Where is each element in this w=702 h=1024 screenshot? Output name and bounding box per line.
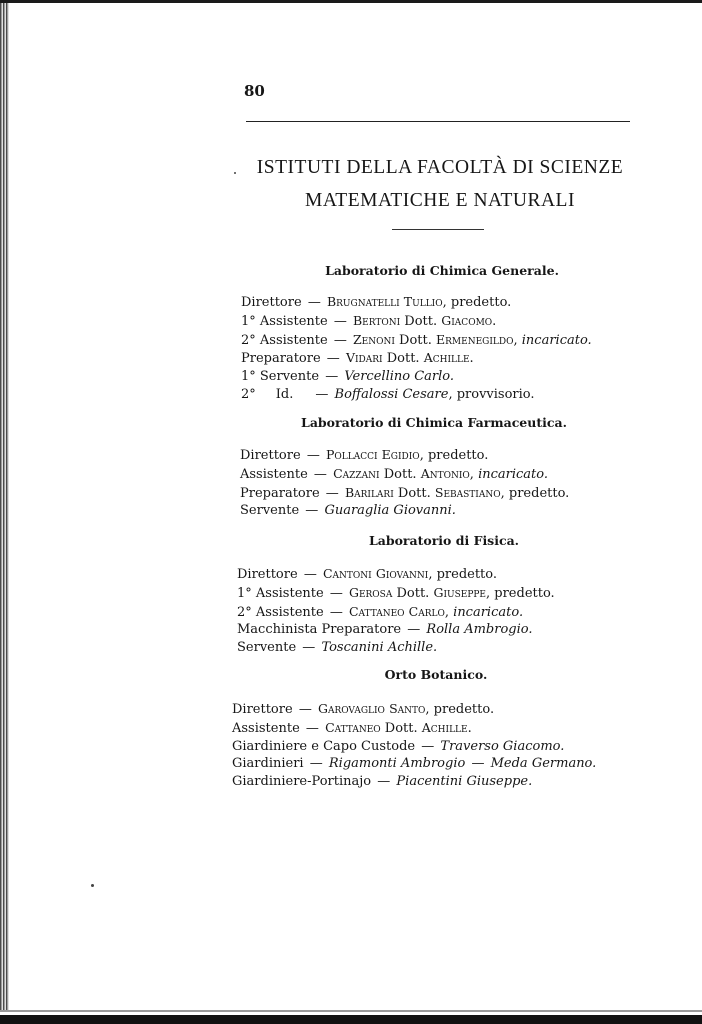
staff-list-chimica-generale bbox=[241, 293, 592, 404]
staff-list-orto-botanico bbox=[232, 700, 596, 791]
staff-entry: Giardiniere e Capo Custode — Traverso Giacomo. bbox=[232, 738, 565, 754]
staff-list-chimica-farmaceutica bbox=[240, 446, 569, 520]
staff-entry: Giardinieri — Rigamonti Ambrogio — Meda Germano. bbox=[232, 756, 597, 772]
title-divider bbox=[392, 229, 484, 230]
staff-entry: Assistente — Cattaneo Dott. Achille. bbox=[232, 719, 472, 736]
section-heading-chimica-farmaceutica: Laboratorio di Chimica Farmaceutica. bbox=[301, 415, 567, 430]
staff-entry: Giardiniere-Portinajo — Piacentini Giuseppe. bbox=[232, 774, 533, 790]
page-binding-edge bbox=[0, 0, 9, 1024]
section-heading-orto-botanico: Orto Botanico. bbox=[384, 667, 488, 682]
page-number: 80 bbox=[244, 82, 265, 100]
paper-speck bbox=[234, 172, 236, 174]
staff-entry: Direttore — Brugnatelli Tullio, predetto. bbox=[241, 294, 512, 310]
staff-entry: 2° Assistente — Cattaneo Carlo, incaricato. bbox=[237, 603, 524, 620]
staff-entry: 2° Assistente — Zenoni Dott. Ermenegildo, incaricato. bbox=[241, 331, 592, 348]
staff-entry: Servente — Toscanini Achille. bbox=[237, 640, 438, 656]
staff-entry: Preparatore — Vidari Dott. Achille. bbox=[241, 350, 474, 367]
paper-speck bbox=[91, 884, 94, 887]
page-title-line-2: MATEMATICHE E NATURALI bbox=[305, 190, 575, 211]
staff-entry: 1° Assistente — Bertoni Dott. Giacomo. bbox=[241, 312, 497, 329]
staff-entry: 1° Servente — Vercellino Carlo. bbox=[241, 369, 455, 385]
page-title-line-1: ISTITUTI DELLA FACOLTÀ DI SCIENZE bbox=[256, 157, 624, 178]
staff-entry: Direttore — Garovaglio Santo, predetto. bbox=[232, 701, 495, 717]
header-rule bbox=[246, 121, 630, 122]
staff-entry: Assistente — Cazzani Dott. Antonio, incaricato. bbox=[240, 465, 548, 482]
section-heading-fisica: Laboratorio di Fisica. bbox=[368, 533, 520, 548]
staff-entry: Preparatore — Barilari Dott. Sebastiano, predetto. bbox=[240, 484, 570, 501]
page-bottom-edge bbox=[0, 1010, 702, 1024]
staff-entry: Macchinista Preparatore — Rolla Ambrogio. bbox=[237, 622, 533, 638]
staff-entry: Servente — Guaraglia Giovanni. bbox=[240, 503, 456, 519]
staff-entry: 1° Assistente — Gerosa Dott. Giuseppe, predetto. bbox=[237, 584, 555, 601]
staff-entry: Direttore — Pollacci Egidio, predetto. bbox=[240, 447, 489, 463]
page-top-edge bbox=[0, 0, 702, 3]
section-heading-chimica-generale: Laboratorio di Chimica Generale. bbox=[325, 263, 559, 278]
staff-entry: Direttore — Cantoni Giovanni, predetto. bbox=[237, 566, 498, 582]
staff-entry: 2° Id. — Boffalossi Cesare, provvisorio. bbox=[241, 386, 535, 402]
staff-list-fisica bbox=[237, 565, 555, 657]
